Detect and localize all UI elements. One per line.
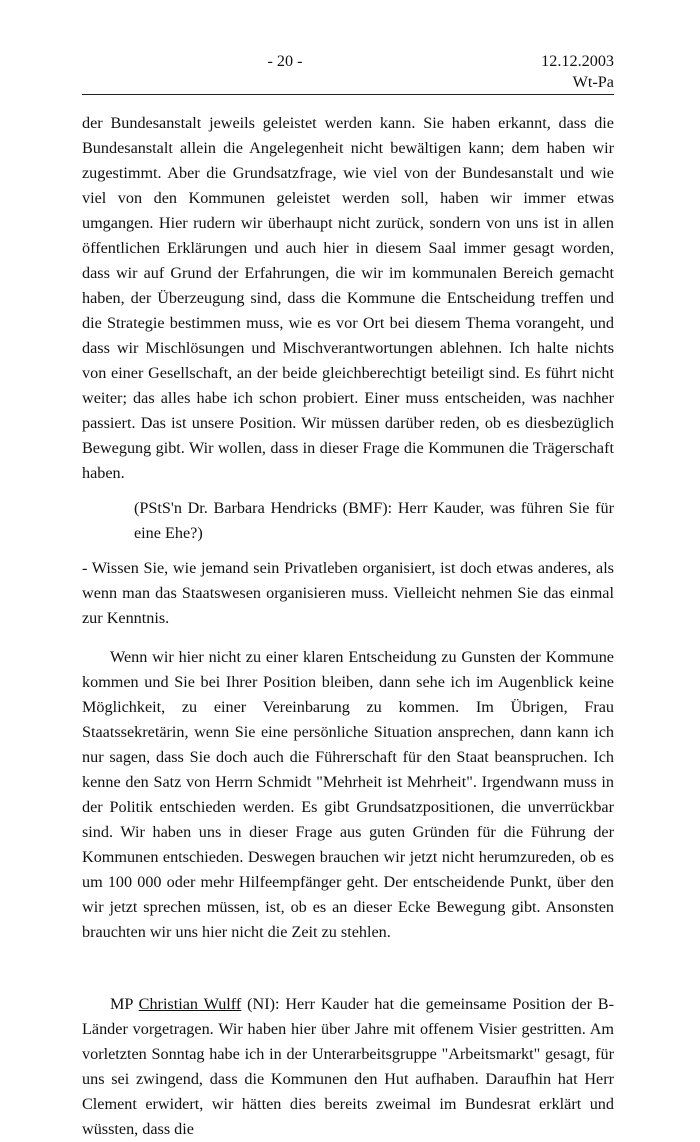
page-number: - 20 - [267,52,303,70]
header-code: Wt-Pa [572,73,614,91]
header-date: 12.12.2003 [541,52,614,70]
document-body [82,111,614,1142]
paragraph-speaker-wulff [82,992,614,1142]
paragraph-continuation: der Bundesanstalt jeweils geleistet werden kann. Sie haben erkannt, dass die Bundesanstalt allein die Angelegenheit nicht bewältigen kann; dem haben wir zugestimmt. Aber die Grundsatzfrage, wie viel von der Bundesanstalt und wie viel von den Kommunen geleistet werden soll, haben wir immer etwas umgangen. Hier rudern wir überhaupt nicht zurück, sondern von uns ist in allen öffentlichen Erklärungen und auch hier in diesem Saal immer gesagt worden, dass wir auf Grund der Erfahrungen, die wir im kommunalen Bereich gemacht haben, der Überzeugung sind, dass die Kommune die Entscheidung treffen und die Strategie bestimmen muss, wie es vor Ort bei diesem Thema vorangeht, und dass wir Mischlösungen und Mischverantwortungen ablehnen. Ich halte nichts von einer Gesellschaft, an der beide gleichberechtigt beteiligt sind. Es führt nicht weiter; das alles habe ich schon probiert. Einer muss entscheiden, was nachher passiert. Das ist unsere Position. Wir müssen darüber reden, ob es diesbezüglich Bewegung gibt. Wir wollen, dass in dieser Frage die Kommunen die Trägerschaft haben. [82,114,614,482]
speaker-text: (NI): Herr Kauder hat die gemeinsame Position der B-Länder vorgetragen. Wir haben hier über Jahre mit offenem Visier gestritten. Am vorletzten Sonntag habe ich in der Unterarbeitsgruppe "Arbeitsmarkt" gesagt, für uns sei zwingend, dass die Kommunen den Hut aufhaben. Daraufhin hat Herr Clement erwidert, wir hätten dies bereits zweimal im Bundesrat erklärt und wüssten, dass die [82,995,614,1138]
paragraph-reply: - Wissen Sie, wie jemand sein Privatleben organisiert, ist doch etwas anderes, als wenn man das Staatswesen organisieren muss. Vielleicht nehmen Sie das einmal zur Kenntnis. [82,559,614,627]
speaker-title: MP [110,995,139,1013]
speaker-name: Christian Wulff [138,995,242,1013]
header-rule [82,94,614,95]
interjection: (PStS'n Dr. Barbara Hendricks (BMF): Herr Kauder, was führen Sie für eine Ehe?) [134,499,614,542]
paragraph-position: Wenn wir hier nicht zu einer klaren Entscheidung zu Gunsten der Kommune kommen und Sie bei Ihrer Position bleiben, dann sehe ich im Augenblick keine Möglichkeit, zu einer Vereinbarung zu kommen. Im Übrigen, Frau Staatssekretärin, wenn Sie eine persönliche Situation ansprechen, dann kann ich nur sagen, dass Sie doch auch die Führerschaft für den Staat beanspruchen. Ich kenne den Satz von Herrn Schmidt "Mehrheit ist Mehrheit". Irgendwann muss in der Politik entschieden werden. Es gibt Grundsatzpositionen, die unverrückbar sind. Wir haben uns in dieser Frage aus guten Gründen für die Führung der Kommunen entschieden. Deswegen brauchen wir jetzt nicht herumzureden, ob es um 100 000 oder mehr Hilfeempfänger geht. Der entscheidende Punkt, über den wir jetzt sprechen müssen, ist, ob es an dieser Ecke Bewegung gibt. Ansonsten brauchten wir uns hier nicht die Zeit zu stehlen. [82,648,614,941]
